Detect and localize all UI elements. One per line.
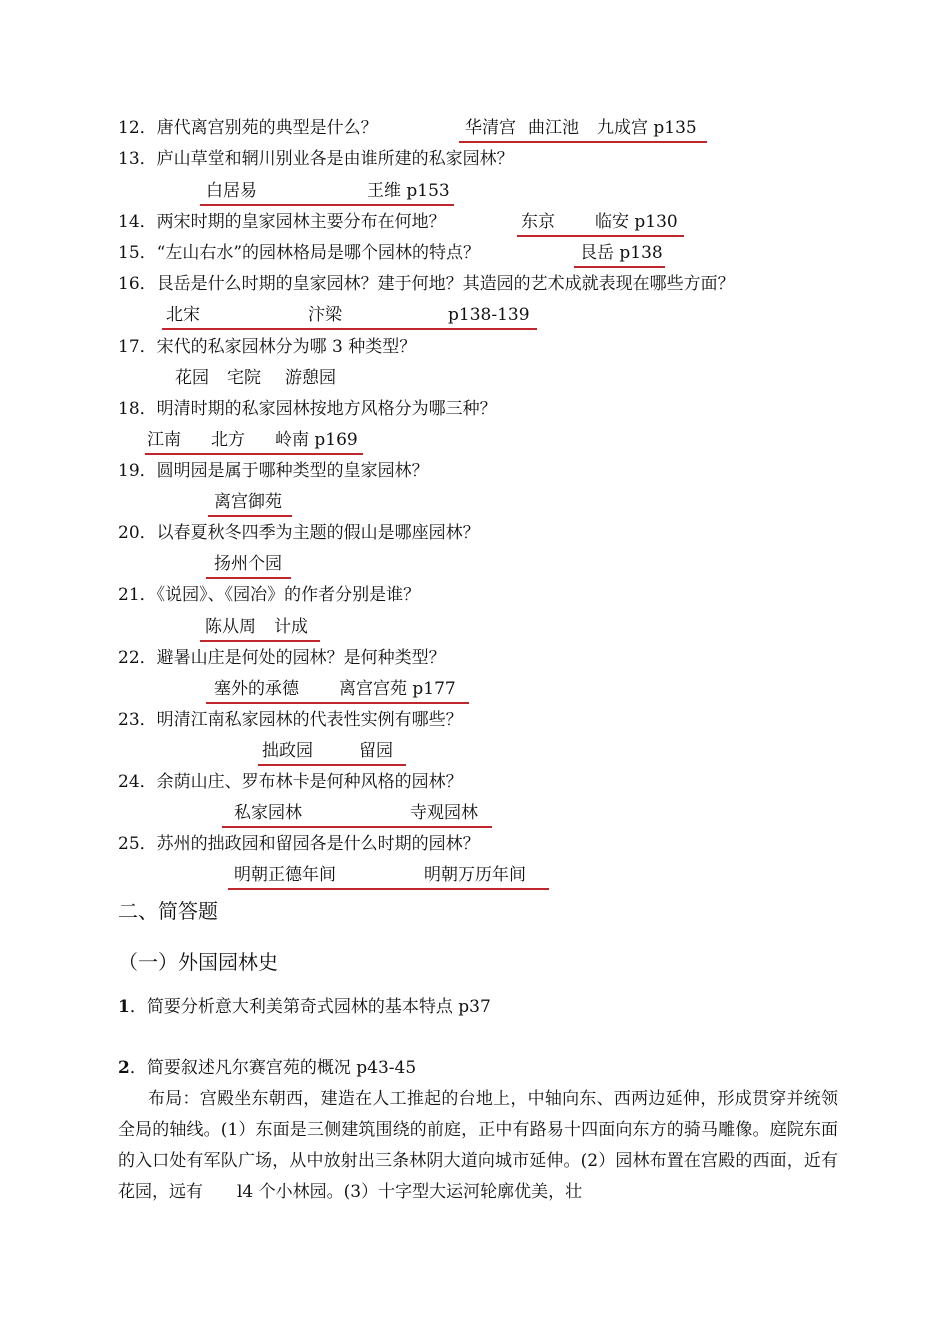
answer-18-part-2: 北方	[211, 430, 245, 450]
answer-16-part-2: 汴梁	[308, 305, 342, 325]
answer-24-part-1: 私家园林	[234, 803, 302, 823]
answer-16-part-3: p138-139	[448, 305, 530, 325]
item-2-text: ．简要叙述凡尔赛宫苑的概况 p43-45	[129, 1058, 417, 1078]
question-16: 16．艮岳是什么时期的皇家园林？建于何地？其造园的艺术成就表现在哪些方面？	[118, 274, 735, 294]
answer-22-part-1: 塞外的承德	[214, 679, 299, 699]
answer-18-part-1: 江南	[147, 430, 181, 450]
answer-23	[258, 740, 406, 766]
answer-21-part-2: 计成	[274, 617, 308, 637]
answer-22	[206, 678, 469, 704]
answer-15-part-1: 艮岳 p138	[580, 243, 663, 263]
answer-13	[200, 180, 454, 206]
question-13: 13．庐山草堂和辋川别业各是由谁所建的私家园林？	[118, 149, 514, 169]
answer-25	[228, 864, 549, 890]
item-1-number: 1	[118, 997, 130, 1017]
answer-23-part-2: 留园	[359, 741, 393, 761]
answer-24-part-2: 寺观园林	[410, 803, 478, 823]
answer-21	[200, 616, 320, 642]
answer-12	[459, 117, 707, 143]
answer-14	[517, 211, 684, 237]
answer-13-part-2: 王维 p153	[367, 181, 450, 201]
body-paragraph: 布局：宫殿坐东朝西，建造在人工推起的台地上，中轴向东、西两边延伸，形成贯穿并统领全局的轴线。(1）东面是三侧建筑围绕的前庭，正中有路易十四面向东方的骑马雕像。庭院东面的入口处有军队广场，从中放射出三条林阴大道向城市延伸。(2）园林布置在宫殿的西面，近有花园，远有 l4 个小林园。(3）十字型大运河轮廓优美，壮	[118, 1089, 838, 1202]
item-2	[118, 1057, 416, 1079]
subsection-title: （一）外国园林史	[118, 950, 278, 974]
question-22: 22．避暑山庄是何处的园林？是何种类型？	[118, 648, 446, 668]
answer-19	[208, 491, 292, 517]
answer-17	[175, 367, 336, 391]
answer-18-part-3: 岭南 p169	[275, 430, 358, 450]
question-23: 23．明清江南私家园林的代表性实例有哪些？	[118, 710, 463, 730]
answer-25-part-1: 明朝正德年间	[234, 865, 336, 885]
answer-24	[222, 802, 492, 828]
question-24: 24．余荫山庄、罗布林卡是何种风格的园林？	[118, 772, 463, 792]
answer-12-part-3: 九成宫 p135	[597, 118, 697, 138]
answer-12-part-1: 华清宫	[465, 118, 516, 138]
answer-18	[145, 429, 363, 455]
question-20: 20．以春夏秋冬四季为主题的假山是哪座园林？	[118, 523, 480, 543]
item-1	[118, 996, 491, 1018]
answer-19-part-1: 离宫御苑	[214, 492, 282, 512]
question-14: 14．两宋时期的皇家园林主要分布在何地？	[118, 212, 446, 232]
answer-15	[574, 242, 665, 268]
answer-21-part-1: 陈从周	[205, 617, 256, 637]
question-12: 12．唐代离宫别苑的典型是什么？	[118, 118, 378, 138]
answer-16	[162, 304, 537, 330]
answer-25-part-2: 明朝万历年间	[424, 865, 526, 885]
answer-17-part-1: 花园	[175, 368, 209, 388]
answer-14-part-1: 东京	[521, 212, 555, 232]
answer-12-part-2: 曲江池	[528, 118, 579, 138]
answer-20	[206, 553, 291, 579]
answer-17-part-2: 宅院	[227, 368, 261, 388]
answer-20-part-1: 扬州个园	[214, 554, 282, 574]
answer-14-part-2: 临安 p130	[595, 212, 678, 232]
question-19: 19．圆明园是属于哪种类型的皇家园林？	[118, 461, 429, 481]
question-17: 17．宋代的私家园林分为哪 3 种类型？	[118, 337, 417, 357]
item-1-text: ．简要分析意大利美第奇式园林的基本特点 p37	[129, 997, 491, 1017]
question-18: 18．明清时期的私家园林按地方风格分为哪三种？	[118, 399, 497, 419]
answer-17-part-3: 游憩园	[285, 368, 336, 388]
answer-23-part-1: 拙政园	[262, 741, 313, 761]
section-title: 二、简答题	[118, 899, 218, 923]
answer-13-part-1: 白居易	[206, 181, 257, 201]
question-15: 15．“左山右水”的园林格局是哪个园林的特点？	[118, 243, 481, 263]
question-25: 25．苏州的拙政园和留园各是什么时期的园林？	[118, 834, 480, 854]
answer-16-part-1: 北宋	[166, 305, 200, 325]
answer-22-part-2: 离宫宫苑 p177	[339, 679, 456, 699]
item-2-number: 2	[118, 1058, 130, 1078]
question-21: 21．《说园》、《园冶》的作者分别是谁？	[118, 585, 421, 605]
